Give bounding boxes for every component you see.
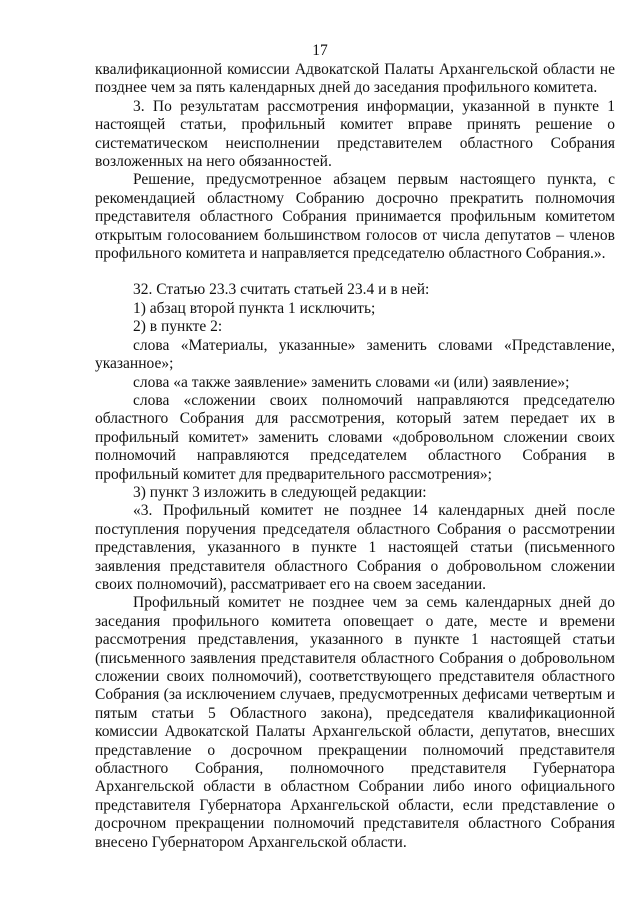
paragraph-point-3: 3. По результатам рассмотрения информации, указанной в пункте 1 настоящей статьи, профильный комитет вправе принять решение о систематическом неисполнении представителем областного Собрания возложенных на него обязанностей. [95,97,615,171]
paragraph-replace-resignation: слова «сложении своих полномочий направляются председателю областного Собрания для рассмотрения, который затем передает их в профильный комитет» заменить словами «добровольном сложении своих полномочий направляются председателем областного Собрания в профильный комитет для предварительного рассмотрения»; [95,391,615,483]
paragraph-subitem-3: 3) пункт 3 изложить в следующей редакции: [133,483,427,501]
paragraph-gap [95,263,615,281]
page-number: 17 [312,42,328,59]
paragraph-decision: Решение, предусмотренное абзацем первым настоящего пункта, с рекомендацией областному Собранию досрочно прекратить полномочия представителя областного Собрания принимается профильным комитетом открытым голосованием большинством голосов от числа депутатов – членов профильного комитета и направляется председателю областного Собрания.». [95,171,615,263]
paragraph-continuation: квалификационной комиссии Адвокатской Палаты Архангельской области не позднее чем за пять календарных дней до заседания профильного комитета. [95,61,615,97]
paragraph-notification: Профильный комитет не позднее чем за семь календарных дней до заседания профильного комитета оповещает о дате, месте и времени рассмотрения представления, указанного в пункте 1 настоящей статьи (письменного заявления представителя областного Собрания о добровольном сложении своих полномочий), соответствующего представителя областного Собрания (за исключением случаев, предусмотренных дефисами четвертым и пятым статьи 5 Областного закона), председателя квалификационной комиссии Адвокатской Палаты Архангельской области, депутатов, внесших представление о досрочном прекращении полномочий представителя областного Собрания, полномочного представителя Губернатора Архангельской области в областном Собрании либо иного официального представителя Губернатора Архангельской области, если представление о досрочном прекращении полномочий представителя областного Собрания внесено Губернатором Архангельской области. [95,594,615,851]
paragraph-replace-materials: слова «Материалы, указанные» заменить словами «Представление, указанное»; [95,336,615,373]
paragraph-new-point-3: «3. Профильный комитет не позднее 14 календарных дней после поступления поручения председателя областного Собрания о рассмотрении представления, указанного в пункте 1 настоящей статьи (письменного заявления представителя областного Собрания о добровольном сложении своих полномочий), рассматривает его на своем заседании. [95,502,615,593]
paragraph-subitem-1: 1) абзац второй пункта 1 исключить; [133,299,376,317]
document-body [95,61,615,852]
paragraph-item-32: 32. Статью 23.3 считать статьей 23.4 и в ней: [133,281,430,299]
paragraph-subitem-2: 2) в пункте 2: [133,318,223,336]
paragraph-replace-statement: слова «а также заявление» заменить словами «и (или) заявление»; [133,373,570,391]
